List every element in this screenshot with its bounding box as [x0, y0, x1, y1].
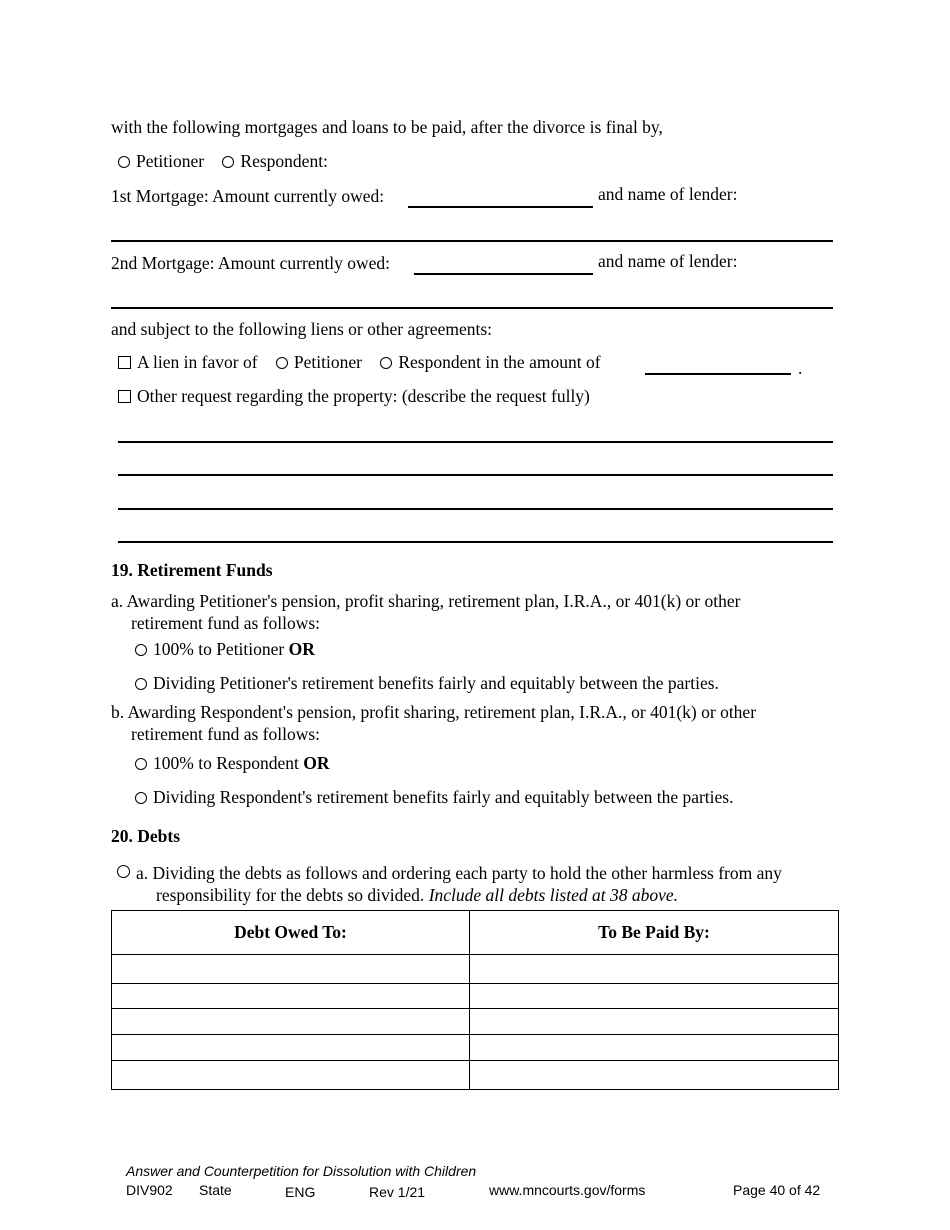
table-row: [112, 984, 839, 1009]
table-header-row: [112, 911, 839, 955]
mortgage1-label: 1st Mortgage: Amount currently owed:: [111, 186, 385, 206]
section19-a-opt1: [135, 639, 315, 660]
payer-options: [118, 151, 328, 172]
mortgage1-lender-label: and name of lender:: [598, 184, 738, 204]
section19-b-opt1: [135, 753, 329, 774]
footer-form-id: DIV902: [126, 1182, 173, 1198]
section20-a-italic-note: Include all debts listed at 38 above.: [428, 885, 679, 905]
petitioner-radio[interactable]: [118, 156, 130, 168]
lien-respondent-label: Respondent in the amount of: [398, 352, 601, 372]
lien-checkbox[interactable]: [118, 356, 131, 369]
other-request-line-1[interactable]: [118, 441, 833, 443]
respondent-radio[interactable]: [222, 156, 234, 168]
table-row: [112, 1061, 839, 1090]
section20-a-line2: [156, 885, 678, 906]
to-be-paid-by-cell[interactable]: [470, 955, 839, 984]
or-label: OR: [303, 753, 330, 773]
debts-table: [111, 910, 839, 1090]
section19-a-line1: a. Awarding Petitioner's pension, profit sharing, retirement plan, I.R.A., or 401(k) or other: [111, 591, 741, 611]
lien-petitioner-label: Petitioner: [293, 352, 362, 372]
mortgage1-lender-field[interactable]: [111, 240, 833, 242]
lien-row: [118, 352, 601, 373]
or-label: OR: [288, 639, 315, 659]
section19-a-opt2: [135, 673, 719, 694]
section19-heading: 19. Retirement Funds: [111, 560, 273, 580]
other-request-label: Other request regarding the property: (describe the request fully): [137, 386, 590, 406]
footer-url[interactable]: www.mncourts.gov/forms: [489, 1182, 646, 1198]
petitioner-label: Petitioner: [136, 151, 205, 171]
respondent-divide-radio[interactable]: [135, 792, 147, 804]
section19-b-line1: b. Awarding Respondent's pension, profit sharing, retirement plan, I.R.A., or 401(k) or other: [111, 702, 757, 722]
petitioner-100-label: 100% to Petitioner: [153, 639, 285, 659]
mortgage2-lender-field[interactable]: [111, 307, 833, 309]
table-row: [112, 1035, 839, 1061]
debt-owed-to-cell[interactable]: [112, 1035, 470, 1061]
other-request-line-2[interactable]: [118, 474, 833, 476]
lien-respondent-radio[interactable]: [380, 357, 392, 369]
footer-page: Page 40 of 42: [733, 1182, 821, 1198]
other-request-line-3[interactable]: [118, 508, 833, 510]
footer-title: Answer and Counterpetition for Dissolution with Children: [126, 1163, 477, 1179]
respondent-divide-label: Dividing Respondent's retirement benefits fairly and equitably between the parties.: [153, 787, 734, 807]
lien-amount-field[interactable]: [645, 373, 791, 375]
debt-owed-to-cell[interactable]: [112, 984, 470, 1009]
section20-a-line1: [117, 863, 782, 884]
lien-petitioner-radio[interactable]: [276, 357, 288, 369]
to-be-paid-by-cell[interactable]: [470, 1035, 839, 1061]
debt-owed-to-cell[interactable]: [112, 1061, 470, 1090]
section20-heading: 20. Debts: [111, 826, 181, 846]
table-row: [112, 1009, 839, 1035]
mortgage2-amount-field[interactable]: [414, 273, 593, 275]
debt-owed-to-cell[interactable]: [112, 1009, 470, 1035]
footer-language: ENG: [285, 1184, 316, 1200]
debts-divide-radio[interactable]: [117, 865, 130, 878]
mortgage2-label: 2nd Mortgage: Amount currently owed:: [111, 253, 390, 273]
mortgage2-lender-label: and name of lender:: [598, 251, 738, 271]
debt-owed-to-cell[interactable]: [112, 955, 470, 984]
petitioner-divide-label: Dividing Petitioner's retirement benefits fairly and equitably between the parties.: [153, 673, 719, 693]
lien-label: A lien in favor of: [137, 352, 258, 372]
section19-a-line2: retirement fund as follows:: [131, 613, 321, 633]
liens-intro: and subject to the following liens or other agreements:: [111, 319, 493, 339]
mortgage1-amount-field[interactable]: [408, 206, 593, 208]
section19-b-line2: retirement fund as follows:: [131, 724, 321, 744]
to-be-paid-by-cell[interactable]: [470, 1009, 839, 1035]
respondent-100-label: 100% to Respondent: [153, 753, 299, 773]
debt-owed-to-header: Debt Owed To:: [112, 911, 470, 955]
to-be-paid-by-cell[interactable]: [470, 984, 839, 1009]
petitioner-100-radio[interactable]: [135, 644, 147, 656]
lien-period: .: [798, 358, 803, 378]
footer-revision: Rev 1/21: [369, 1184, 426, 1200]
respondent-label: Respondent:: [240, 151, 328, 171]
respondent-100-radio[interactable]: [135, 758, 147, 770]
footer-jurisdiction: State: [199, 1182, 232, 1198]
other-request-line-4[interactable]: [118, 541, 833, 543]
petitioner-divide-radio[interactable]: [135, 678, 147, 690]
intro-text: with the following mortgages and loans to be paid, after the divorce is final by,: [111, 117, 663, 137]
table-row: [112, 955, 839, 984]
section20-a-line2-text: responsibility for the debts so divided.: [156, 885, 425, 905]
section19-b-opt2: [135, 787, 733, 808]
to-be-paid-by-header: To Be Paid By:: [470, 911, 839, 955]
section20-a-text: a. Dividing the debts as follows and ordering each party to hold the other harmless from any: [136, 863, 782, 883]
other-request-checkbox[interactable]: [118, 390, 131, 403]
other-request-row: [118, 386, 590, 407]
to-be-paid-by-cell[interactable]: [470, 1061, 839, 1090]
